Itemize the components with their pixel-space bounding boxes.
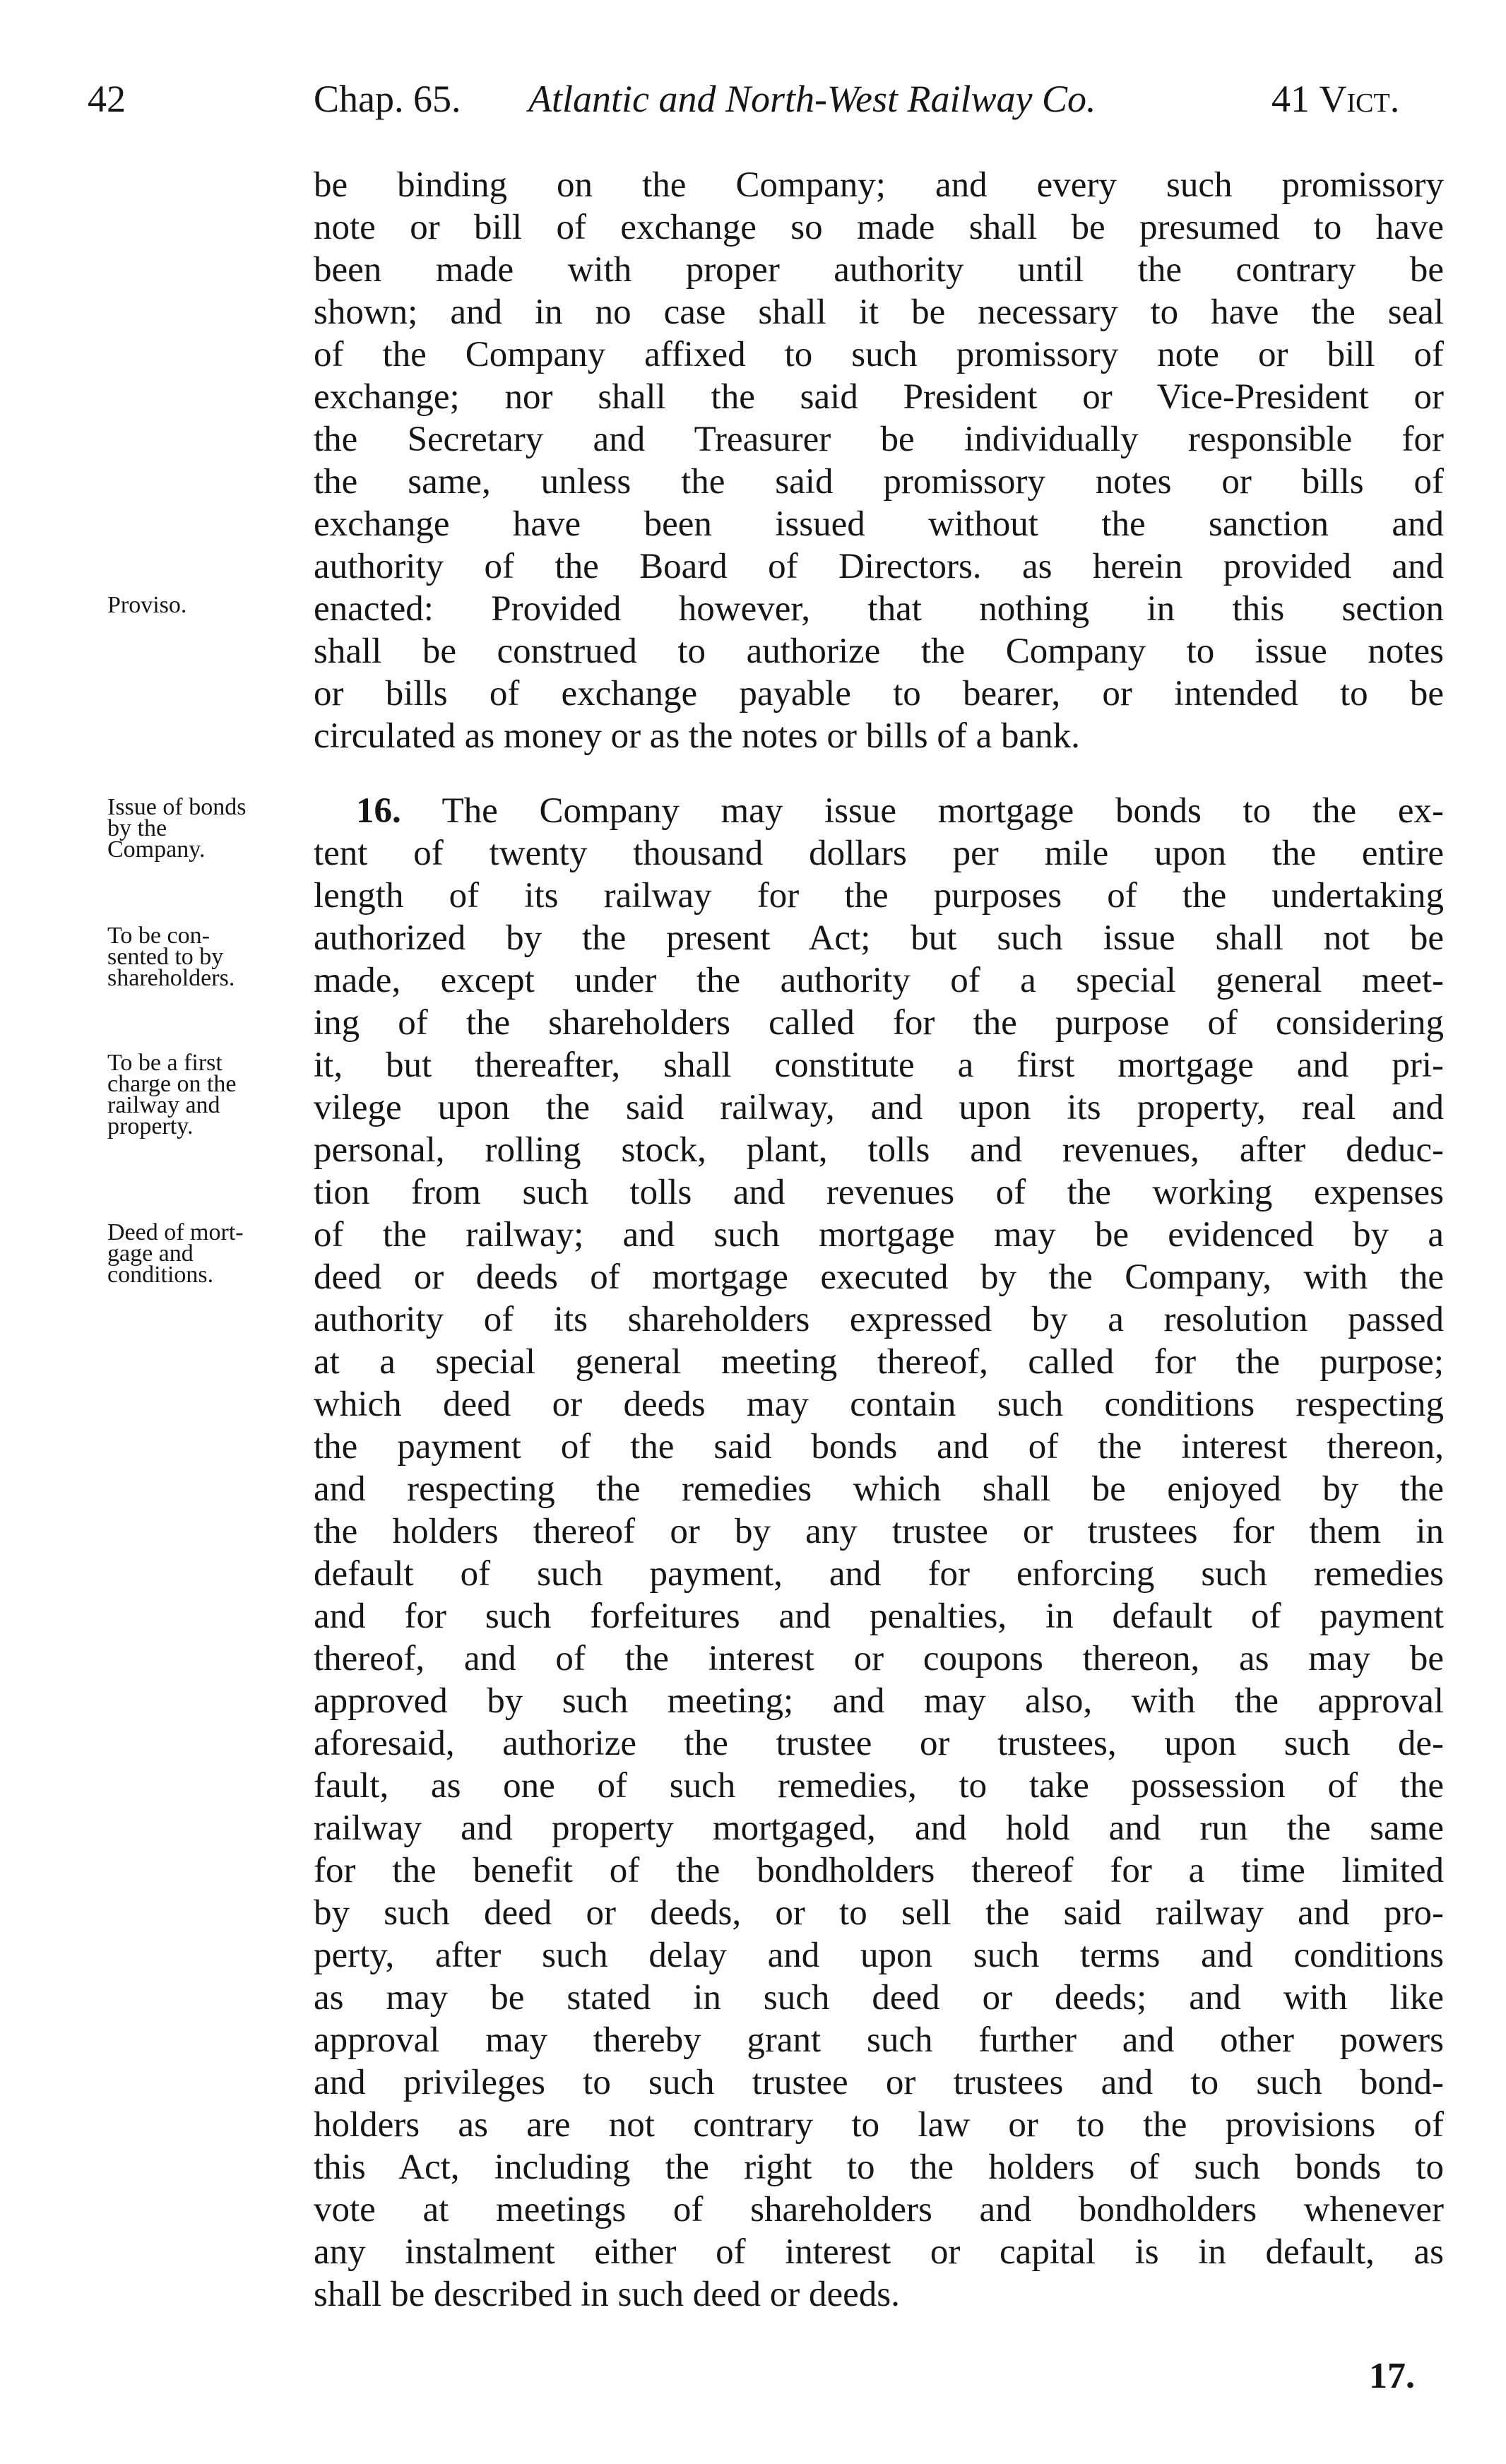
text-line: deed or deeds of mortgage executed by the Company, with the bbox=[314, 1257, 1444, 1297]
text-line: thereof, and of the interest or coupons thereon, as may be bbox=[314, 1639, 1444, 1678]
text-line: of the Company affixed to such promissory note or bill of bbox=[314, 335, 1444, 374]
text-line: aforesaid, authorize the trustee or trustees, upon such de- bbox=[314, 1724, 1444, 1763]
text-line: note or bill of exchange so made shall be presumed to have bbox=[314, 208, 1444, 247]
text-line: length of its railway for the purposes of the undertaking bbox=[314, 876, 1444, 916]
paragraph-continued bbox=[314, 164, 1444, 757]
margin-note-line: sented to by bbox=[107, 944, 224, 970]
section-16 bbox=[314, 790, 1444, 2316]
text-line: the same, unless the said promissory notes or bills of bbox=[314, 462, 1444, 502]
text-line: shall be described in such deed or deeds. bbox=[314, 2275, 900, 2314]
regnal-year-word: Vict. bbox=[1319, 78, 1400, 120]
catchword: 17. bbox=[1369, 2356, 1415, 2396]
margin-note-line: To be a first bbox=[107, 1050, 223, 1076]
margin-note-line: railway and bbox=[107, 1092, 220, 1118]
text-line: the Secretary and Treasurer be individually responsible for bbox=[314, 420, 1444, 459]
text-line: tion from such tolls and revenues of the working expenses bbox=[314, 1173, 1444, 1212]
margin-note-line: conditions. bbox=[107, 1262, 214, 1288]
text-line: it, but thereafter, shall constitute a first mortgage and pri- bbox=[314, 1046, 1444, 1085]
text-line: shown; and in no case shall it be necessary to have the seal bbox=[314, 292, 1444, 332]
text-line: or bills of exchange payable to bearer, or intended to be bbox=[314, 674, 1444, 713]
text-line: of the railway; and such mortgage may be evidenced by a bbox=[314, 1215, 1444, 1255]
margin-note-line: To be con- bbox=[107, 923, 210, 949]
text-line: at a special general meeting thereof, called for the purpose; bbox=[314, 1342, 1444, 1382]
text-line: vilege upon the said railway, and upon its property, real and bbox=[314, 1088, 1444, 1127]
page-header bbox=[0, 71, 1506, 127]
text-line: fault, as one of such remedies, to take possession of the bbox=[314, 1766, 1444, 1806]
page-number: 42 bbox=[88, 78, 126, 120]
text-line: ing of the shareholders called for the purpose of considering bbox=[314, 1003, 1444, 1043]
text-line: for the benefit of the bondholders thereof for a time limited bbox=[314, 1851, 1444, 1890]
margin-note-first-charge bbox=[107, 1050, 291, 1139]
margin-note-line: charge on the bbox=[107, 1071, 237, 1097]
regnal-year bbox=[1271, 71, 1399, 127]
text-line: holders as are not contrary to law or to the provisions of bbox=[314, 2105, 1444, 2145]
text-line: perty, after such delay and upon such terms and conditions bbox=[314, 1936, 1444, 1975]
text-line: railway and property mortgaged, and hold and run the same bbox=[314, 1808, 1444, 1848]
text-line: which deed or deeds may contain such conditions respecting bbox=[314, 1385, 1444, 1424]
margin-note-line: Company. bbox=[107, 836, 206, 863]
margin-note-deed bbox=[107, 1219, 291, 1288]
margin-note-line: Proviso. bbox=[107, 592, 187, 618]
text-line: and respecting the remedies which shall be enjoyed by the bbox=[314, 1469, 1444, 1509]
margin-note-consented bbox=[107, 925, 291, 989]
text-line: by such deed or deeds, or to sell the said railway and pro- bbox=[314, 1893, 1444, 1933]
section-first-line-text: The Company may issue mortgage bonds to the ex- bbox=[401, 791, 1444, 831]
margin-note-line: Issue of bonds bbox=[107, 794, 247, 820]
text-line: circulated as money or as the notes or bills of a bank. bbox=[314, 716, 1080, 756]
text-line: been made with proper authority until the contrary be bbox=[314, 250, 1444, 290]
text-line: the holders thereof or by any trustee or trustees for them in bbox=[314, 1512, 1444, 1551]
regnal-year-number: 41 bbox=[1271, 78, 1310, 120]
text-line: made, except under the authority of a special general meet- bbox=[314, 961, 1444, 1000]
text-line: this Act, including the right to the holders of such bonds to bbox=[314, 2148, 1444, 2187]
margin-note-line: by the bbox=[107, 815, 167, 841]
text-line: authorized by the present Act; but such issue shall not be bbox=[314, 918, 1444, 958]
text-line: as may be stated in such deed or deeds; and with like bbox=[314, 1978, 1444, 2018]
margin-note-line: shareholders. bbox=[107, 965, 235, 991]
section-number: 16. bbox=[356, 791, 401, 831]
text-line: the payment of the said bonds and of the interest thereon, bbox=[314, 1427, 1444, 1467]
text-line: be binding on the Company; and every such promissory bbox=[314, 165, 1444, 205]
text-line: vote at meetings of shareholders and bondholders whenever bbox=[314, 2190, 1444, 2229]
text-line: any instalment either of interest or capital is in default, as bbox=[314, 2232, 1444, 2272]
text-line: personal, rolling stock, plant, tolls and revenues, after deduc- bbox=[314, 1130, 1444, 1170]
chapter-label: Chap. 65. bbox=[314, 78, 461, 120]
text-line: approval may thereby grant such further and other powers bbox=[314, 2020, 1444, 2060]
margin-note-line: gage and bbox=[107, 1240, 194, 1267]
text-line: approved by such meeting; and may also, with the approval bbox=[314, 1681, 1444, 1721]
text-line: and for such forfeitures and penalties, in default of payment bbox=[314, 1597, 1444, 1636]
margin-note-line: Deed of mort- bbox=[107, 1219, 244, 1245]
text-line: and privileges to such trustee or trustees and to such bond- bbox=[314, 2063, 1444, 2102]
text-line: authority of the Board of Directors. as herein provided and bbox=[314, 547, 1444, 586]
text-line: authority of its shareholders expressed by a resolution passed bbox=[314, 1300, 1444, 1339]
margin-note-line: property. bbox=[107, 1113, 194, 1139]
text-line: exchange; nor shall the said President or Vice-President or bbox=[314, 377, 1444, 417]
text-line: exchange have been issued without the sanction and bbox=[314, 504, 1444, 544]
margin-note-proviso bbox=[107, 592, 291, 618]
text-line: shall be construed to authorize the Company to issue notes bbox=[314, 632, 1444, 671]
section-first-line bbox=[314, 790, 1444, 832]
text-line: default of such payment, and for enforcing such remedies bbox=[314, 1554, 1444, 1594]
running-title: Atlantic and North-West Railway Co. bbox=[528, 78, 1096, 120]
text-line: enacted: Provided however, that nothing in this section bbox=[314, 589, 1444, 629]
margin-note-issue-of-bonds bbox=[107, 794, 291, 863]
text-line: tent of twenty thousand dollars per mile upon the entire bbox=[314, 834, 1444, 873]
